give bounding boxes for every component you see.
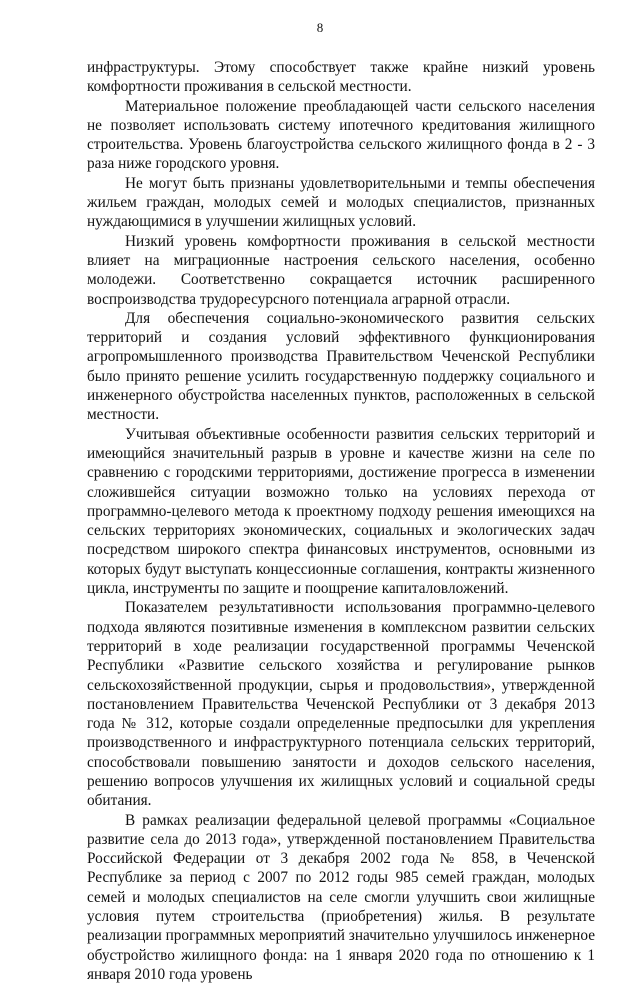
document-body bbox=[87, 58, 595, 984]
paragraph: Показателем результативности использования программно-целевого подхода являются позитивные изменения в комплексном развитии сельских территорий в ходе реализации государственной программы Чеченской Республики «Развитие сельского хозяйства и регулирование рынков сельскохозяйственной продукции, сырья и продовольствия», утвержденной постановлением Правительства Чеченской Республики от 3 декабря 2013 года № 312, которые создали определенные предпосылки для укрепления производственного и инфраструктурного потенциала сельских территорий, способствовали повышению занятости и доходов сельского населения, решению вопросов улучшения их жилищных условий и социальной среды обитания. bbox=[87, 599, 595, 810]
paragraph: Учитывая объективные особенности развития сельских территорий и имеющийся значительный разрыв в уровне и качестве жизни на селе по сравнению с городскими территориями, достижение прогресса в изменении сложившейся ситуации возможно только на условиях перехода от программно-целевого метода к проектному подходу решения имеющихся на сельских территориях экономических, социальных и экологических задач посредством широкого спектра финансовых инструментов, основными из которых будут выступать концессионные соглашения, контракты жизненного цикла, инструменты по защите и поощрение капиталовложений. bbox=[87, 425, 595, 598]
paragraph-continued: инфраструктуры. Этому способствует также крайне низкий уровень комфортности проживания в сельской местности. bbox=[87, 59, 595, 96]
page-number: 8 bbox=[316, 20, 324, 35]
paragraph: Материальное положение преобладающей части сельского населения не позволяет использовать систему ипотечного кредитования жилищного строительства. Уровень благоустройства сельского жилищного фонда в 2 - 3 раза ниже городского уровня. bbox=[87, 97, 595, 173]
paragraph: Для обеспечения социально-экономического развития сельских территорий и создания условий эффективного функционирования агропромышленного производства Правительством Чеченской Республики было принято решение усилить государственную поддержку социального и инженерного обустройства населенных пунктов, расположенных в сельской местности. bbox=[87, 309, 595, 424]
paragraph: Низкий уровень комфортности проживания в сельской местности влияет на миграционные настроения сельского населения, особенно молодежи. Соответственно сокращается источник расширенного воспроизводства трудоресурсного потенциала аграрной отрасли. bbox=[87, 232, 595, 308]
paragraph: В рамках реализации федеральной целевой программы «Социальное развитие села до 2013 года», утвержденной постановлением Правительства Российской Федерации от 3 декабря 2002 года № 858, в Чеченской Республике за период с 2007 по 2012 годы 985 семей граждан, молодых семей и молодых специалистов на селе смогли улучшить свои жилищные условия путем строительства (приобретения) жилья. В результате реализации программных мероприятий значительно улучшилось инженерное обустройство жилищного фонда: на 1 января 2020 года по отношению к 1 января 2010 года уровень bbox=[87, 811, 595, 983]
paragraph: Не могут быть признаны удовлетворительными и темпы обеспечения жильем граждан, молодых семей и молодых специалистов, признанных нуждающимися в улучшении жилищных условий. bbox=[87, 174, 595, 231]
